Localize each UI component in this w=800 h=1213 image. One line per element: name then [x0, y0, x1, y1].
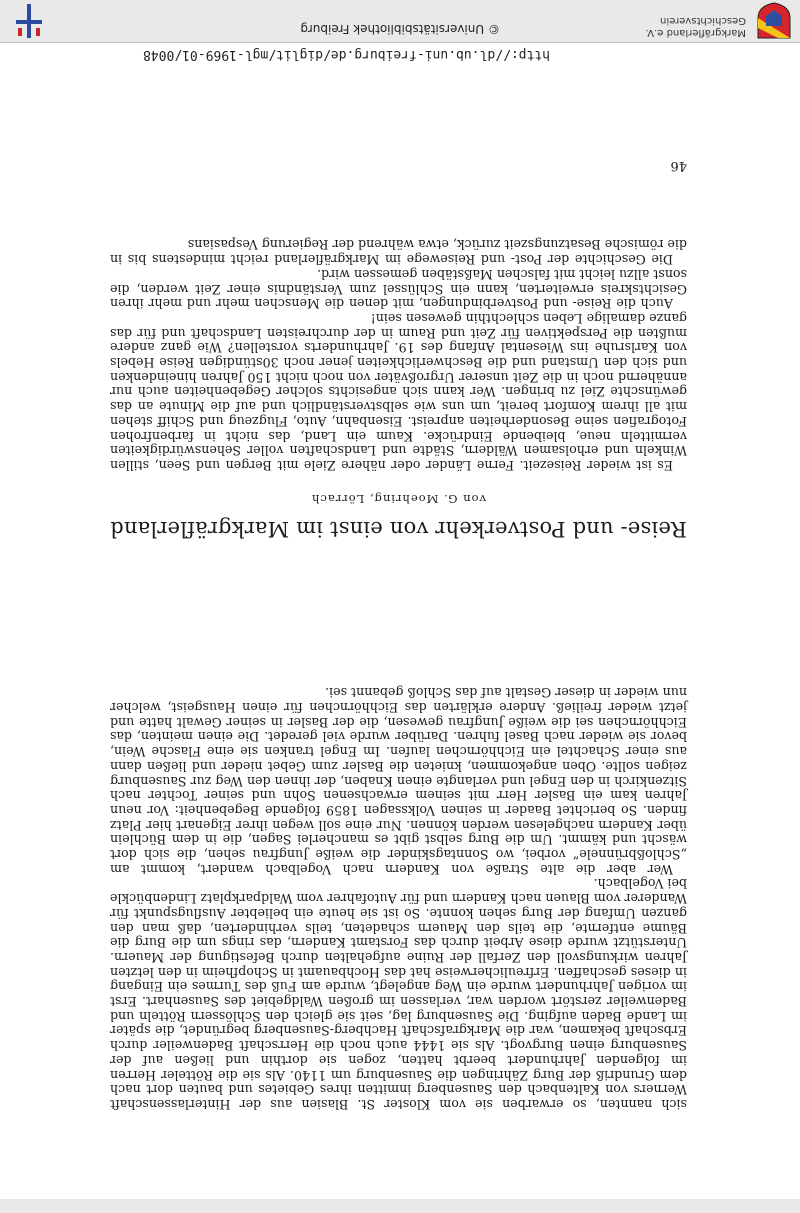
university-library-logo-icon — [10, 2, 48, 40]
paragraph: sich nannten, so erwarben sie vom Kloster St. Blasien aus der Hinterlassenschaft Werners von Kaltenbach den Sausenberg inmitten ihres Gebietes und bauten dort nach dem Grundriß der Burg Zähringen die Sausenburg um 1140. Als sie die Rötteler Herren im folgenden Jahrhundert beerbt hatten, zogen sie dorthin und ließen auf der Sausenburg einen Burgvogt. Als sie 1444 auch noch die Herrschaft Badenweiler durch Erbschaft bekamen, war die Markgrafschaft Hachberg-Sausenberg begründet, die später im Lande Baden aufging. Die Sausenburg lag, seit sie gleich den Schlössern Rötteln und Badenweiler zerstört worden war, verlassen im großen Waldgebiet des Sausenhart. Erst im vorigen Jahrhundert wurde ein Weg angelegt, wurde am Fuß des Turmes ein Eingang in dieses geschaffen. Erfreulicherweise hat das Hochbauamt in Schopfheim in den letzten Jahren wirkungsvoll den Zerfall der Ruine aufgehalten durch Befestigung der Mauern. Unterstützt wurde diese Arbeit durch das Forstamt Kandern, das rings um die Burg die Bäume entfernte, die teils den Mauern schadeten, teils verhinderten, daß man den ganzen Umfang der Burg sehen konnte. So ist sie heute ein beliebter Ausflugspunkt für Wanderer vom Blauen nach Kandern und für Autofahrer vom Waldparkplatz Lindenbückle bei Vogelbach. — [110, 876, 687, 1112]
institution-credit: © Universitätsbibliothek Freiburg — [300, 22, 500, 36]
paragraph: Auch die Reise- und Postverbindungen, mit denen die Menschen mehr und mehr ihren Gesichtskreis erweiterten, kann ein Schlüssel zum Verständnis einer Zeit werden, die sonst allzu leicht mit falschen Maßstäben gemessen wird. — [110, 266, 687, 312]
document-url[interactable]: http://dl.ub.uni-freiburg.de/diglit/mgl-1969-01/0048 — [143, 47, 550, 62]
page-number: 46 — [670, 158, 687, 173]
url-bar — [0, 43, 800, 65]
article-title: Reise- und Postverkehr von einst im Markgräflerland — [110, 517, 687, 541]
library-banner — [0, 0, 800, 43]
society-name: Markgräflerland e.V. Geschichtsverein — [645, 15, 746, 38]
society-crest-icon — [756, 2, 792, 40]
paragraph: Die Geschichte der Post- und Reisewege im Markgräflerland reicht mindestens bis in die römische Besatzungszeit zurück, etwa während der Regierung Vespasians — [110, 237, 687, 268]
paragraph: Es ist wieder Reisezeit. Ferne Länder oder nähere Ziele mit Bergen und Seen, stillen Winkeln und erholsamen Wäldern, Städte und Landschaften voller Sehenswürdigkeiten vermitteln neue, bleibende Eindrücke. Kaum ein Land, das nicht in farbenfrohen Fotografien seine Besonderheiten anpreist. Eisenbahn, Auto, Flugzeug und Schiff stehen mit all ihrem Komfort bereit, um uns wie selbstverständlich und auf die Minute an das gewünschte Ziel zu bringen. Wer kann sich angesichts solcher Gegebenheiten auch nur annähernd noch in die Zeit unserer Urgroßväter von noch nicht 150 Jahren hineindenken und sich den Umstand und die Beschwerlichkeiten jener noch 30stündigen Reise Hebels von Karlsruhe ins Wiesental Anfang des 19. Jahrhunderts vorstellen? Wie ganz andere mußten die Perspektiven für Zeit und Raum in der durchreisten Landschaft und für das ganze damalige Leben schlechthin gewesen sein! — [110, 310, 687, 473]
continued-text-block — [110, 685, 687, 1111]
article-author: von G. Moehring, Lörrach — [311, 492, 486, 506]
article-text-block — [110, 237, 687, 472]
paragraph: Wer aber die alte Straße von Kandern nach Vogelbach wandert, kommt am „Schloßbrünnele“ vorbei, wo Sonntagskinder die weiße Jungfrau sehen, die sich dort wäscht und kämmt. Um die Burg selbst gibt es mancherlei Sagen, die in dem Büchlein über Kandern nachgelesen werden können. Nur eine soll wegen ihrer Eigenart hier Platz finden. So berichtet Baader in seinen Volkssagen 1859 folgende Begebenheit: Vor neun Jahren kam ein Basler Herr mit seinem erwachsenen Sohn und seiner Tochter nach Sitzenkirch in den Engel und verlangte einen Knaben, der ihnen den Weg zur Sausenburg zeigen sollte. Oben angekommen, knieten die Basler zum Gebet nieder und ließen dann aus einer Schachtel ein Eichhörnchen laufen. Im Engel tranken sie eine Flasche Wein, bevor sie wieder nach Basel fuhren. Darüber wurde viel geredet. Die einen meinten, das Eichhörnchen sei die weiße Jungfrau gewesen, die der Basler in seiner Gewalt hatte und jetzt wieder freiließ. Andere erklärten das Eichhörnchen für einen Hausgeist, welcher nun wieder in dieser Gestalt auf das Schloß gebannt sei. — [110, 685, 687, 877]
footer-strip — [0, 1199, 800, 1213]
